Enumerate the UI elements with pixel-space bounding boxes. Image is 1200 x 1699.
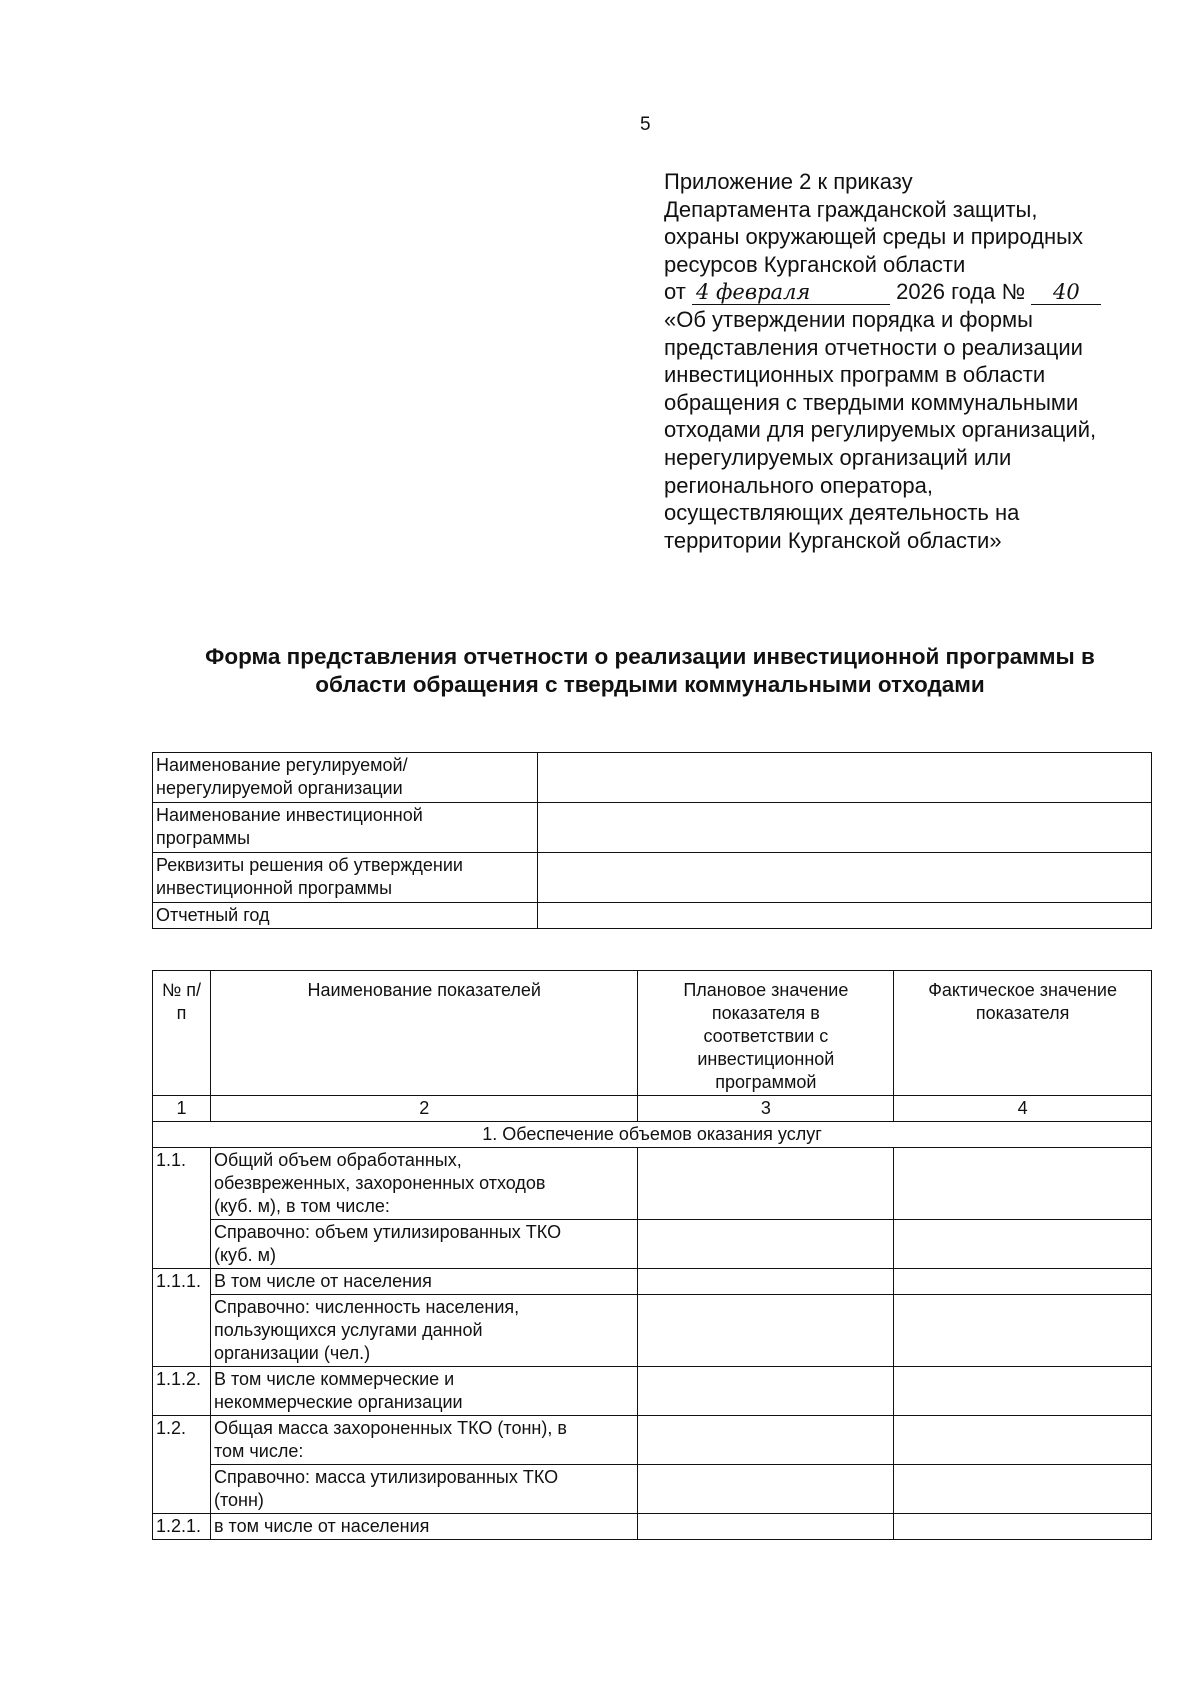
row-number: 1.1.1. [153,1269,211,1367]
column-number: 3 [638,1096,894,1122]
appendix-line: отходами для регулируемых организаций, [664,417,1097,443]
header-num: № п/ п [153,971,211,1096]
year-text: 2026 года № [896,279,1026,305]
plan-value-cell[interactable] [638,1220,894,1269]
table-row [153,753,1152,803]
appendix-line: инвестиционных программ в области [664,362,1046,388]
table-row [153,1148,1152,1220]
table-row [153,1416,1152,1465]
appendix-line: охраны окружающей среды и природных [664,224,1083,250]
fact-value-cell[interactable] [894,1514,1152,1540]
fact-value-cell[interactable] [894,1220,1152,1269]
appendix-header [664,168,1164,554]
plan-value-cell[interactable] [638,1416,894,1465]
title-line: области обращения с твердыми коммунальными отходами [315,672,985,697]
info-value-cell[interactable] [537,903,1151,929]
info-value-cell[interactable] [537,753,1151,803]
plan-value-cell[interactable] [638,1367,894,1416]
info-value-cell[interactable] [537,853,1151,903]
header-fact: Фактическое значение показателя [894,971,1152,1096]
appendix-line: регионального оператора, [664,472,933,498]
table-row [153,1465,1152,1514]
title-line: Форма представления отчетности о реализации инвестиционной программы в [205,644,1095,669]
row-number: 1.2.1. [153,1514,211,1540]
row-number: 1.1. [153,1148,211,1269]
row-name: Общая масса захороненных ТКО (тонн), в том числе: [210,1416,637,1465]
appendix-line: Департамента гражданской защиты, [664,196,1038,222]
form-title [150,643,1150,699]
table-header-row [153,971,1152,1096]
section-heading: 1. Обеспечение объемов оказания услуг [153,1122,1152,1148]
table-row [153,803,1152,853]
appendix-line: нерегулируемых организаций или [664,444,1012,470]
plan-value-cell[interactable] [638,1295,894,1367]
table-row [153,853,1152,903]
fact-value-cell[interactable] [894,1269,1152,1295]
table-row [153,903,1152,929]
info-label-cell: Отчетный год [153,903,538,929]
section-row [153,1122,1152,1148]
appendix-line: осуществляющих деятельность на [664,500,1020,526]
info-label-cell: Реквизиты решения об утверждении инвестиционной программы [153,853,538,903]
table-row [153,1514,1152,1540]
row-name: Справочно: численность населения, пользующихся услугами данной организации (чел.) [210,1295,637,1367]
column-number-row [153,1096,1152,1122]
indicators-table [152,970,1152,1540]
row-name: В том числе коммерческие и некоммерческие организации [210,1367,637,1416]
appendix-date-line [664,278,1164,306]
column-number: 2 [210,1096,637,1122]
table-row [153,1367,1152,1416]
appendix-line: территории Курганской области» [664,527,1002,553]
info-label-cell: Наименование инвестиционной программы [153,803,538,853]
row-number: 1.1.2. [153,1367,211,1416]
row-name: Справочно: объем утилизированных ТКО (куб. м) [210,1220,637,1269]
plan-value-cell[interactable] [638,1465,894,1514]
fact-value-cell[interactable] [894,1295,1152,1367]
fact-value-cell[interactable] [894,1367,1152,1416]
appendix-line: «Об утверждении порядка и формы [664,306,1033,332]
header-plan: Плановое значение показателя в соответствии с инвестиционной программой [638,971,894,1096]
info-value-cell[interactable] [537,803,1151,853]
plan-value-cell[interactable] [638,1269,894,1295]
page-number: 5 [640,114,651,135]
appendix-line: ресурсов Курганской области [664,251,966,277]
column-number: 1 [153,1096,211,1122]
row-name: Справочно: масса утилизированных ТКО (тонн) [210,1465,637,1514]
info-table [152,752,1152,929]
row-name: в том числе от населения [210,1514,637,1540]
handwritten-date: 4 февраля [692,280,890,305]
fact-value-cell[interactable] [894,1416,1152,1465]
plan-value-cell[interactable] [638,1148,894,1220]
row-name: Общий объем обработанных, обезвреженных, захороненных отходов (куб. м), в том числе: [210,1148,637,1220]
handwritten-number: 40 [1031,280,1101,305]
date-prefix: от [664,279,686,305]
row-number: 1.2. [153,1416,211,1514]
header-name: Наименование показателей [210,971,637,1096]
row-name: В том числе от населения [210,1269,637,1295]
appendix-line: обращения с твердыми коммунальными [664,389,1079,415]
info-label-cell: Наименование регулируемой/ нерегулируемой организации [153,753,538,803]
table-row [153,1220,1152,1269]
fact-value-cell[interactable] [894,1148,1152,1220]
table-row [153,1295,1152,1367]
plan-value-cell[interactable] [638,1514,894,1540]
fact-value-cell[interactable] [894,1465,1152,1514]
table-row [153,1269,1152,1295]
column-number: 4 [894,1096,1152,1122]
appendix-line: Приложение 2 к приказу [664,169,913,194]
appendix-line: представления отчетности о реализации [664,334,1083,360]
